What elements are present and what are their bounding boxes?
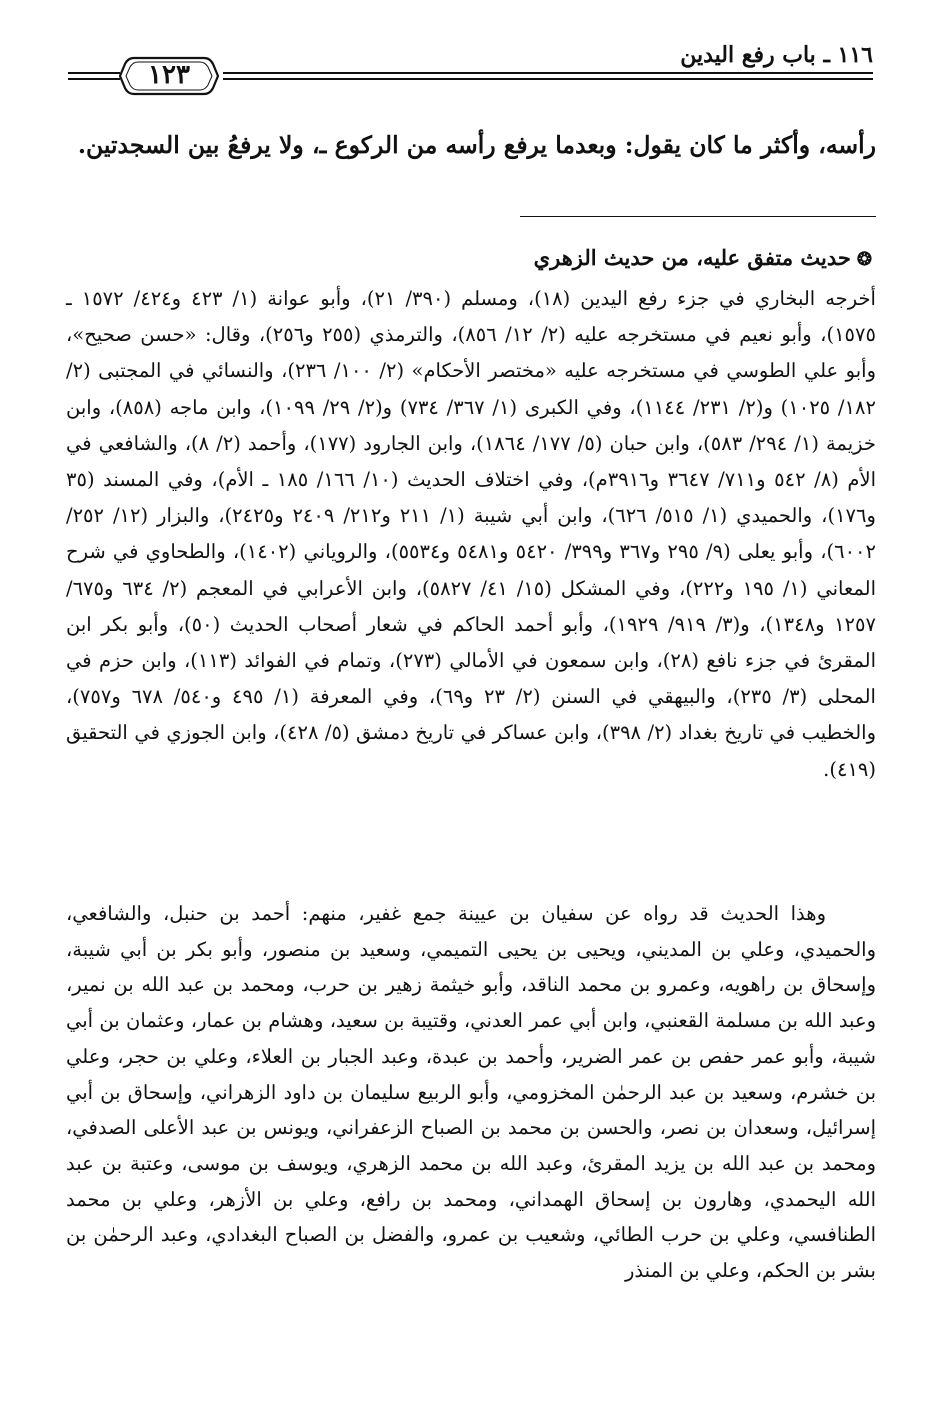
running-title: ١١٦ ـ باب رفع اليدين xyxy=(680,42,873,68)
header-rule-left xyxy=(68,78,120,80)
narrators-text: وهذا الحديث قد رواه عن سفيان بن عيينة جمع غفير، منهم: أحمد بن حنبل، والشافعي، والحميدي، وعلي بن المديني، ويحيى بن يحيى التميمي، وسعيد بن منصور، وأبو بكر بن أبي شيبة، وإسحاق بن راهويه، وعمرو بن محمد الناقد، وأبو خيثمة زهير بن حرب، ومحمد بن عبد الله بن نمير، وعبد الله بن مسلمة القعنبي، وابن أبي عمر العدني، وقتيبة بن سعيد، وهشام بن عمار، وعثمان بن أبي شيبة، وأبو عمر حفص بن عمر الضرير، وأحمد بن عبدة، وعبد الجبار بن العلاء، وعلي بن حجر، وعلي بن خشرم، وسعيد بن عبد الرحمٰن المخزومي، وأبو الربيع سليمان بن داود الزهراني، وإسحاق بن أبي إسرائيل، وسعدان بن نصر، والحسن بن محمد بن الصباح الزعفراني، ويونس بن عبد الأعلى الصدفي، ومحمد بن عبد الله بن يزيد المقرئ، وعبد الله بن محمد الزهري، ويوسف بن موسى، وعتبة بن عبد الله اليحمدي، وهارون بن إسحاق الهمداني، ومحمد بن رافع، وعلي بن الأزهر، وعلي بن محمد الطنافسي، وعلي بن حرب الطائي، وشعيب بن عمرو، والفضل بن الصباح البغدادي، وعبد الرحمٰن بن بشر بن الحكم، وعلي بن المنذر xyxy=(66,902,876,1283)
ornament-bullet-icon: ❂ xyxy=(856,249,872,270)
header-rule xyxy=(223,72,873,74)
header-rule-left xyxy=(68,72,120,74)
header-rule xyxy=(223,78,873,80)
section-heading xyxy=(534,245,872,270)
takhrij-paragraph xyxy=(66,281,876,788)
section-heading-text: حديث متفق عليه، من حديث الزهري xyxy=(533,245,851,270)
page-number-ornament xyxy=(118,54,220,98)
narrators-paragraph xyxy=(66,896,876,1289)
separator-rule xyxy=(520,216,876,217)
quoted-text: رأسه، وأكثر ما كان يقول: وبعدما يرفع رأسه من الركوع ـ، ولا يرفعُ بين السجدتين. xyxy=(77,131,876,159)
page-header xyxy=(68,40,873,112)
page-number: ١٢٣ xyxy=(148,60,190,90)
takhrij-text: أخرجه البخاري في جزء رفع اليدين (١٨)، ومسلم (٣٩٠/ ٢١)، وأبو عوانة (١/ ٤٢٣ و٤٢٤/ ١٥٧٢ ـ ١٥٧٥)، وأبو نعيم في مستخرجه عليه (٢/ ١٢/ ٨٥٦)، والترمذي (٢٥٥ و٢٥٦)، وقال: «حسن صحيح»، وأبو علي الطوسي في مستخرجه عليه «مختصر الأحكام» (٢/ ١٠٠/ ٢٣٦)، والنسائي في المجتبى (٢/ ١٨٢/ ١٠٢٥) و(٢/ ٢٣١/ ١١٤٤)، وفي الكبرى (١/ ٣٦٧/ ٧٣٤) و(٢/ ٢٩/ ١٠٩٩)، وابن ماجه (٨٥٨)، وابن خزيمة (١/ ٢٩٤/ ٥٨٣)، وابن حبان (٥/ ١٧٧/ ١٨٦٤)، وابن الجارود (١٧٧)، وأحمد (٢/ ٨)، والشافعي في الأم (٨/ ٥٤٢ و٧١١/ ٣٦٤٧ و٣٩١٦م)، وفي اختلاف الحديث (١٠/ ١٦٦/ ١٨٥ ـ الأم)، وفي المسند (٣٥ و١٧٦)، والحميدي (١/ ٥١٥/ ٦٢٦)، وابن أبي شيبة (١/ ٢١١ و٢١٢/ ٢٤٠٩ و٢٤٢٥)، والبزار (١٢/ ٢٥٢/ ٦٠٠٢)، وأبو يعلى (٩/ ٢٩٥ و٣٦٧ و٣٩٩/ ٥٤٢٠ و٥٤٨١ و٥٥٣٤)، والروياني (١٤٠٢)، والطحاوي في شرح المعاني (١/ ١٩٥ و٢٢٢)، وفي المشكل (١٥/ ٤١/ ٥٨٢٧)، وابن الأعرابي في المعجم (٢/ ٦٣٤ و٦٧٥/ ١٢٥٧ و١٣٤٨)، و(٣/ ٩١٩/ ١٩٢٩)، وأبو أحمد الحاكم في شعار أصحاب الحديث (٥٠)، وأبو بكر ابن المقرئ في جزء نافع (٢٨)، وابن سمعون في الأمالي (٢٧٣)، وتمام في الفوائد (١١٣)، وابن حزم في المحلى (٣/ ٢٣٥)، والبيهقي في السنن (٢/ ٢٣ و٦٩)، وفي المعرفة (١/ ٤٩٥ و٥٤٠/ ٦٧٨ و٧٥٧)، والخطيب في تاريخ بغداد (٢/ ٣٩٨)، وابن عساكر في تاريخ دمشق (٥/ ٤٢٨)، وابن الجوزي في التحقيق (٤١٩). xyxy=(66,287,877,781)
